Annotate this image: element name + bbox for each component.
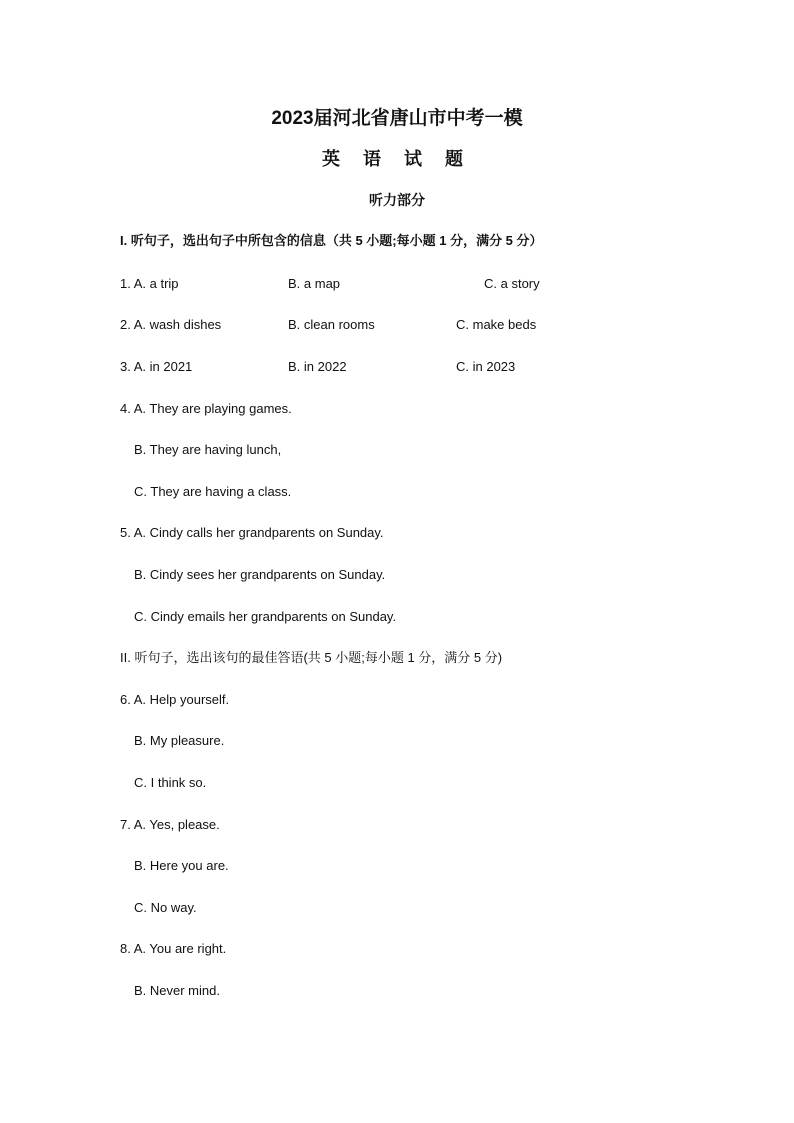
question-2-option-c: C. make beds [456, 317, 537, 332]
question-5-option-c: C. Cindy emails her grandparents on Sunday. [134, 609, 397, 624]
question-8-option-b: B. Never mind. [134, 983, 220, 998]
question-4-option-a: 4. A. They are playing games. [120, 401, 292, 416]
question-3-option-a: 3. A. in 2021 [120, 359, 193, 374]
section-1-heading: I. 听句子，选出句子中所包含的信息（共 5 小题;每小题 1 分，满分 5 分） [120, 233, 543, 248]
question-1-option-c: C. a story [484, 276, 540, 291]
question-2-option-b: B. clean rooms [288, 317, 375, 332]
question-3-option-b: B. in 2022 [288, 359, 347, 374]
question-7-option-c: C. No way. [134, 900, 197, 915]
question-8-option-a: 8. A. You are right. [120, 941, 227, 956]
question-6-option-c: C. I think so. [134, 775, 207, 790]
question-6-option-b: B. My pleasure. [134, 733, 225, 748]
question-5-option-b: B. Cindy sees her grandparents on Sunday. [134, 567, 386, 582]
question-1-option-a: 1. A. a trip [120, 276, 179, 291]
page-title: 2023届河北省唐山市中考一模 [271, 108, 523, 129]
subject-title: 英 语 试 题 [321, 149, 472, 169]
question-3-option-c: C. in 2023 [456, 359, 516, 374]
question-2-option-a: 2. A. wash dishes [120, 317, 222, 332]
question-1-option-b: B. a map [288, 276, 341, 291]
question-6-option-a: 6. A. Help yourself. [120, 692, 230, 707]
part-title: 听力部分 [369, 192, 425, 208]
question-7-option-b: B. Here you are. [134, 858, 229, 873]
question-4-option-b: B. They are having lunch, [134, 442, 282, 457]
question-5-option-a: 5. A. Cindy calls her grandparents on Sunday. [120, 525, 384, 540]
question-4-option-c: C. They are having a class. [134, 484, 292, 499]
section-2-heading: II. 听句子，选出该句的最佳答语(共 5 小题;每小题 1 分，满分 5 分) [120, 650, 503, 665]
question-7-option-a: 7. A. Yes, please. [120, 817, 220, 832]
